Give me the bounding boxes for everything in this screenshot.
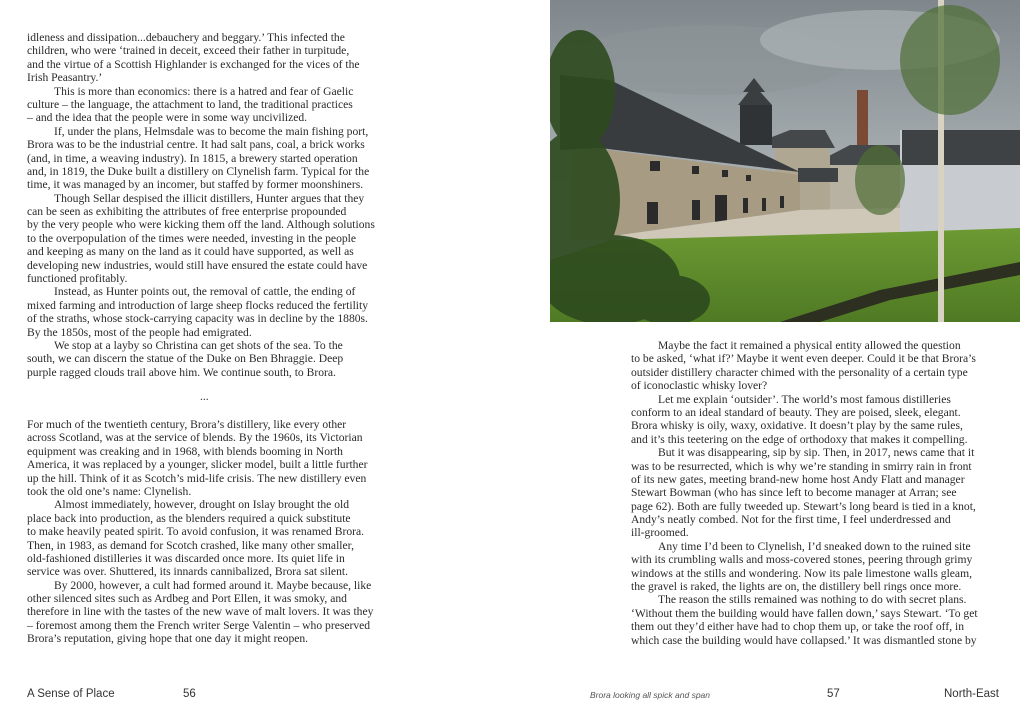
text-line: Instead, as Hunter points out, the removal of cattle, the ending of [54, 285, 356, 299]
text-line: If, under the plans, Helmsdale was to become the main fishing port, [54, 124, 369, 138]
pagoda-tower [740, 105, 772, 145]
text-line: to make heavily peated spirit. To avoid confusion, it was renamed Brora. [27, 525, 365, 539]
text-line: – foremost among them the French writer Serge Valentin – who preserved [27, 618, 371, 632]
text-line: Brora’s reputation, giving hope that one day it might reopen. [27, 632, 309, 646]
text-line: By 2000, however, a cult had formed around it. Maybe because, like [54, 578, 372, 592]
text-line: Andy’s neatly combed. Not for the first time, I feel underdressed and [631, 513, 951, 527]
text-line: conform to an ideal standard of beauty. They are poised, sleek, elegant. [631, 405, 961, 419]
text-line: service was over. Shuttered, its innards cannibalized, Brora sat silent. [27, 565, 348, 579]
text-line: of the straths, whose stock-carrying capacity was in decline by the 1880s. [27, 312, 368, 326]
text-line: America, it was replaced by a younger, slicker model, built a little further [27, 458, 368, 472]
text-line: by the very people who were kicking them off the land. Although solutions [27, 218, 375, 232]
text-line: This is more than economics: there is a hatred and fear of Gaelic [54, 84, 354, 98]
text-line: and it’s this teetering on the edge of orthodoxy that makes it compelling. [631, 432, 968, 446]
text-line: But it was disappearing, sip by sip. Then, in 2017, news came that it [658, 446, 975, 460]
right-page-text [631, 339, 996, 647]
text-line: Brora was to be the industrial centre. It had salt pans, coal, a brick works [27, 138, 365, 152]
text-line: across Scotland, was at the service of blends. By the 1960s, its Victorian [27, 431, 363, 445]
text-line: and, in 1819, the Duke built a distillery on Clynelish farm. Typical for the [27, 164, 370, 178]
text-line: them out they’d either have had to chop them up, or take the roof off, in [631, 620, 965, 634]
text-line: mixed farming and introduction of large sheep flocks reduced the fertility [27, 298, 369, 312]
text-line: culture – the language, the attachment to land, the traditional practices [27, 97, 353, 111]
text-line: page 62). Both are fully tweeded up. Stewart’s long beard is tied in a knot, [631, 499, 976, 513]
text-line: Let me explain ‘outsider’. The world’s most famous distilleries [658, 392, 951, 406]
text-line: old-fashioned distilleries it was discarded once more. Its quiet life in [27, 551, 345, 565]
page-number-left: 56 [183, 688, 196, 700]
text-line: south, we can discern the statue of the Duke on Ben Bhraggie. Deep [27, 352, 344, 366]
footer-section-name: North-East [944, 688, 999, 700]
left-page-text-section-1 [27, 31, 397, 379]
text-line: Though Sellar despised the illicit distillers, Hunter argues that they [54, 191, 365, 205]
text-line: For much of the twentieth century, Brora’s distillery, like every other [27, 418, 347, 431]
text-line: We stop at a layby so Christina can get shots of the sea. To the [54, 338, 343, 352]
text-line: Irish Peasantry.’ [27, 71, 103, 85]
text-line: Any time I’d been to Clynelish, I’d sneaked down to the ruined site [658, 539, 971, 553]
text-line: purple ragged clouds trail above him. We continue south, to Brora. [27, 365, 336, 379]
text-line: of its new gates, meeting brand-new home host Andy Flatt and manager [631, 472, 965, 486]
text-line: ill-groomed. [631, 526, 689, 540]
text-line: up the hill. Think of it as Scotch’s mid-life crisis. The new distillery even [27, 471, 367, 485]
text-line: took the old one’s name: Clynelish. [27, 484, 192, 498]
text-line: windows at the stills and wondering. Now its pale limestone walls gleam, [631, 566, 972, 580]
text-line: Almost immediately, however, drought on Islay brought the old [54, 498, 350, 512]
text-line: therefore in line with the tastes of the new wave of malt lovers. It was they [27, 605, 374, 619]
text-line: Brora whisky is oily, waxy, oxidative. It doesn’t play by the same rules, [631, 419, 963, 433]
footer-book-title: A Sense of Place [27, 688, 115, 700]
photo-caption: Brora looking all spick and span [590, 690, 711, 700]
text-line: and the virtue of a Scottish Highlander is exchanged for the vices of the [27, 57, 360, 71]
text-line: Then, in 1983, as demand for Scotch crashed, like many other smaller, [27, 538, 354, 552]
text-line: time, it was managed by an incomer, but staffed by former moonshiners. [27, 178, 364, 192]
text-line: Stewart Bowman (who has since left to become manager at Arran; see [631, 486, 957, 500]
text-line: (and, in time, a weaving industry). In 1815, a brewery started operation [27, 151, 358, 165]
text-line: The reason the stills remained was nothing to do with secret plans. [658, 593, 967, 607]
text-line: By the 1850s, most of the people had emigrated. [27, 325, 252, 339]
text-line: was to be resurrected, which is why we’re standing in smirry rain in front [631, 459, 972, 473]
text-line: and keeping as many on the land as it could have supported, as well as [27, 245, 354, 259]
page-number-right: 57 [827, 688, 840, 700]
text-line: with its crumbling walls and moss-covered stones, peering through grimy [631, 553, 973, 567]
text-line: functioned profitably. [27, 272, 128, 286]
text-line: place back into production, as the blenders required a quick substitute [27, 511, 351, 525]
text-line: idleness and dissipation...debauchery and beggary.’ This infected the [27, 31, 345, 44]
text-line: outsider distillery character chimed with the personality of a certain type [631, 365, 968, 379]
text-line: equipment was creaking and in 1968, with blends booming in North [27, 444, 343, 458]
text-line: which case the building would have collapsed.’ It was dismantled stone by [631, 633, 977, 647]
left-page-text-section-2 [27, 418, 397, 646]
text-line: – and the idea that the people were in some way uncivilized. [27, 111, 308, 125]
text-line: to be asked, ‘what if?’ Maybe it went even deeper. Could it be that Brora’s [631, 352, 976, 366]
distillery-photo [550, 0, 1020, 322]
text-line: children, who were ‘trained in deceit, exceed their father in turpitude, [27, 44, 350, 58]
text-line: to the overpopulation of the times were needed, investing in the people [27, 231, 357, 245]
canopy [798, 168, 838, 182]
text-line: other silenced sites such as Ardbeg and Port Ellen, it was smoky, and [27, 592, 347, 606]
text-line: developing new industries, would still have ensured the estate could have [27, 258, 368, 272]
text-line: ‘Without them the building would have fallen down,’ says Stewart. ‘To get [631, 606, 978, 620]
text-line: Maybe the fact it remained a physical entity allowed the question [658, 339, 961, 352]
text-line: the gravel is raked, the lights are on, the distillery bell rings once more. [631, 580, 962, 594]
text-line: can be seen as exhibiting the attributes of free enterprise propounded [27, 205, 347, 219]
section-separator: ... [200, 390, 209, 403]
text-line: of iconoclastic whisky lover? [631, 379, 768, 393]
